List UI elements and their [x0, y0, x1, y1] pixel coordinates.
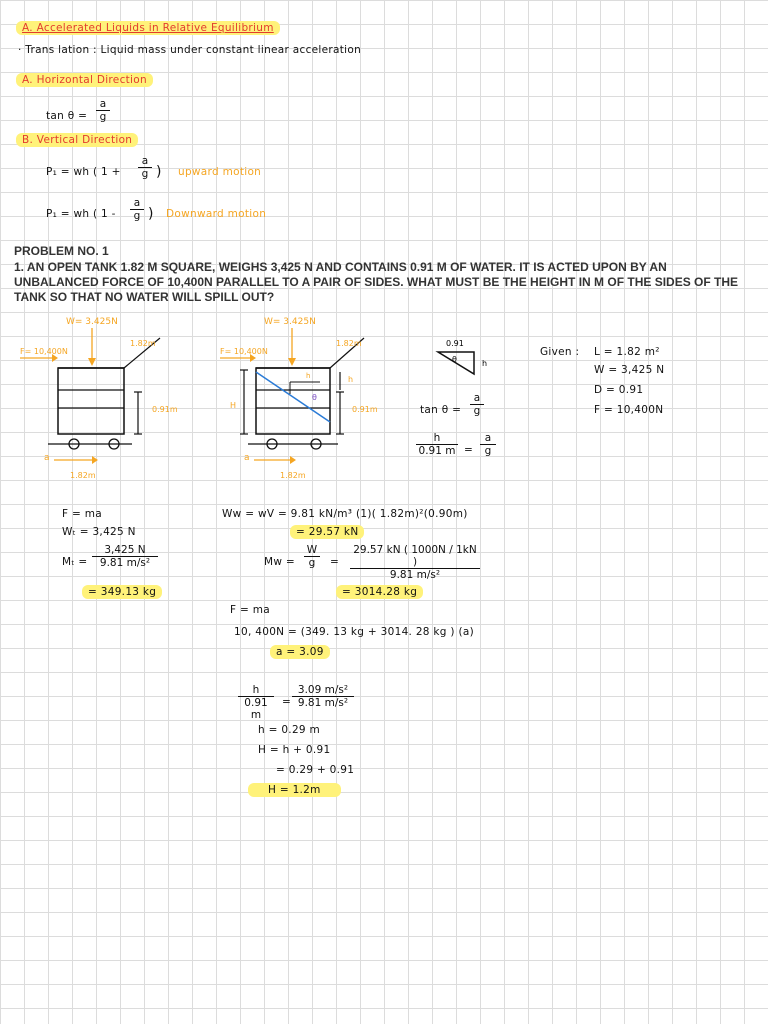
p1-equation-suffix: ): [156, 164, 162, 180]
tan-theta-label: tan θ =: [46, 110, 88, 122]
sol-f-ma-2: F = ma: [230, 604, 270, 616]
fig1-width-top: 1.82m: [130, 339, 156, 348]
sol-mt-fraction: 3,425 N 9.81 m/s²: [92, 544, 158, 569]
triangle-rhs-fraction: a g: [480, 432, 496, 457]
fig2-force-label: F= 10,400N: [220, 347, 268, 356]
fig1-accel-label: a: [44, 453, 50, 463]
problem-text: 1. AN OPEN TANK 1.82 M SQUARE, WEIGHS 3,425 N AND CONTAINS 0.91 M OF WATER. IT IS ACTED UPON BY AN UNBALANCED FORCE OF 10,400N PARALLEL TO A PAIR OF SIDES. WHAT MUST BE THE HEIGHT IN M OF THE SIDES OF THE TANK SO THAT NO WATER WILL SPILL OUT?: [14, 260, 739, 304]
tan-theta-fraction: a g: [96, 98, 110, 123]
given-label: Given :: [540, 346, 580, 358]
section-b-heading: B. Vertical Direction: [16, 133, 138, 147]
sol-ww-result: = 29.57 kN: [290, 525, 364, 539]
triangle-eq: =: [464, 444, 474, 456]
sol-f-ma: F = ma: [62, 508, 102, 520]
p2-fraction: a g: [130, 197, 144, 222]
fig2-height-label: H: [230, 401, 237, 410]
triangle-top-label: 0.91: [446, 339, 464, 348]
translation-line: · Trans lation : Liquid mass under constant linear acceleration: [18, 44, 362, 56]
given-l: L = 1.82 m²: [594, 346, 660, 358]
sol-final-answer: H = 1.2m: [248, 783, 341, 797]
sol-mt-result: = 349.13 kg: [82, 585, 162, 599]
triangle-tan-label: tan θ =: [420, 404, 462, 416]
sol-a-result: a = 3.09: [270, 645, 330, 659]
sol-h-line: h = 0.29 m: [258, 724, 321, 736]
fig2-accel-label: a: [244, 453, 250, 463]
sol-mw-label: Mw =: [264, 556, 295, 568]
p1-fraction: a g: [138, 155, 152, 180]
fig2-h-label-2: h: [348, 375, 354, 384]
notes-title: A. Accelerated Liquids in Relative Equilibrium: [16, 21, 280, 35]
sol-mw-fraction: W g: [304, 544, 320, 569]
p2-equation-prefix: P₁ = wh ( 1 -: [46, 208, 116, 220]
triangle-lhs-fraction: h 0.91 m: [416, 432, 458, 457]
section-a-heading: A. Horizontal Direction: [16, 73, 153, 87]
fig2-width-top: 1.82m: [336, 339, 362, 348]
p1-equation-prefix: P₁ = wh ( 1 +: [46, 166, 121, 178]
fig2-weight-label: W= 3.425N: [264, 317, 316, 327]
fig1-width-bottom: 1.82m: [70, 471, 96, 480]
sol-h-fraction: h 0.91 m: [238, 684, 274, 721]
given-w: W = 3,425 N: [594, 364, 665, 376]
sol-mw-eq: =: [330, 556, 340, 568]
slope-triangle: [0, 310, 768, 470]
sol-mw-result: = 3014.28 kg: [336, 585, 423, 599]
triangle-theta: θ: [452, 355, 457, 364]
sol-mw-fraction-2: 29.57 kN ( 1000N / 1kN ) 9.81 m/s²: [350, 544, 480, 581]
fig1-weight-label: W= 3.425N: [66, 317, 118, 327]
fig2-width-bottom: 1.82m: [280, 471, 306, 480]
triangle-tan-fraction: a g: [470, 392, 484, 417]
sol-ww: Ww = wV = 9.81 kN/m³ (1)( 1.82m)²(0.90m): [222, 508, 468, 520]
fig1-force-label: F= 10,400N: [20, 347, 68, 356]
given-d: D = 0.91: [594, 384, 644, 396]
fig1-depth-label: 0.91m: [152, 405, 178, 414]
p1-note-upward: upward motion: [178, 166, 262, 178]
sol-sum-line: = 0.29 + 0.91: [276, 764, 355, 776]
p2-equation-suffix: ): [148, 206, 154, 222]
fig2-depth-label: 0.91m: [352, 405, 378, 414]
p2-note-downward: Downward motion: [166, 208, 267, 220]
sol-mt-label: Mₜ =: [62, 556, 88, 568]
sol-h-eq: =: [282, 696, 292, 708]
fig2-h-label: h: [306, 372, 311, 380]
problem-heading: PROBLEM NO. 1: [14, 244, 109, 258]
fig2-theta: θ: [312, 393, 317, 402]
sol-H-line: H = h + 0.91: [258, 744, 331, 756]
given-f: F = 10,400N: [594, 404, 664, 416]
triangle-h: h: [482, 359, 488, 368]
sol-wt: Wₜ = 3,425 N: [62, 526, 136, 538]
sol-a-fraction: 3.09 m/s² 9.81 m/s²: [292, 684, 354, 709]
sol-force-eq: 10, 400N = (349. 13 kg + 3014. 28 kg ) (a): [234, 626, 474, 638]
